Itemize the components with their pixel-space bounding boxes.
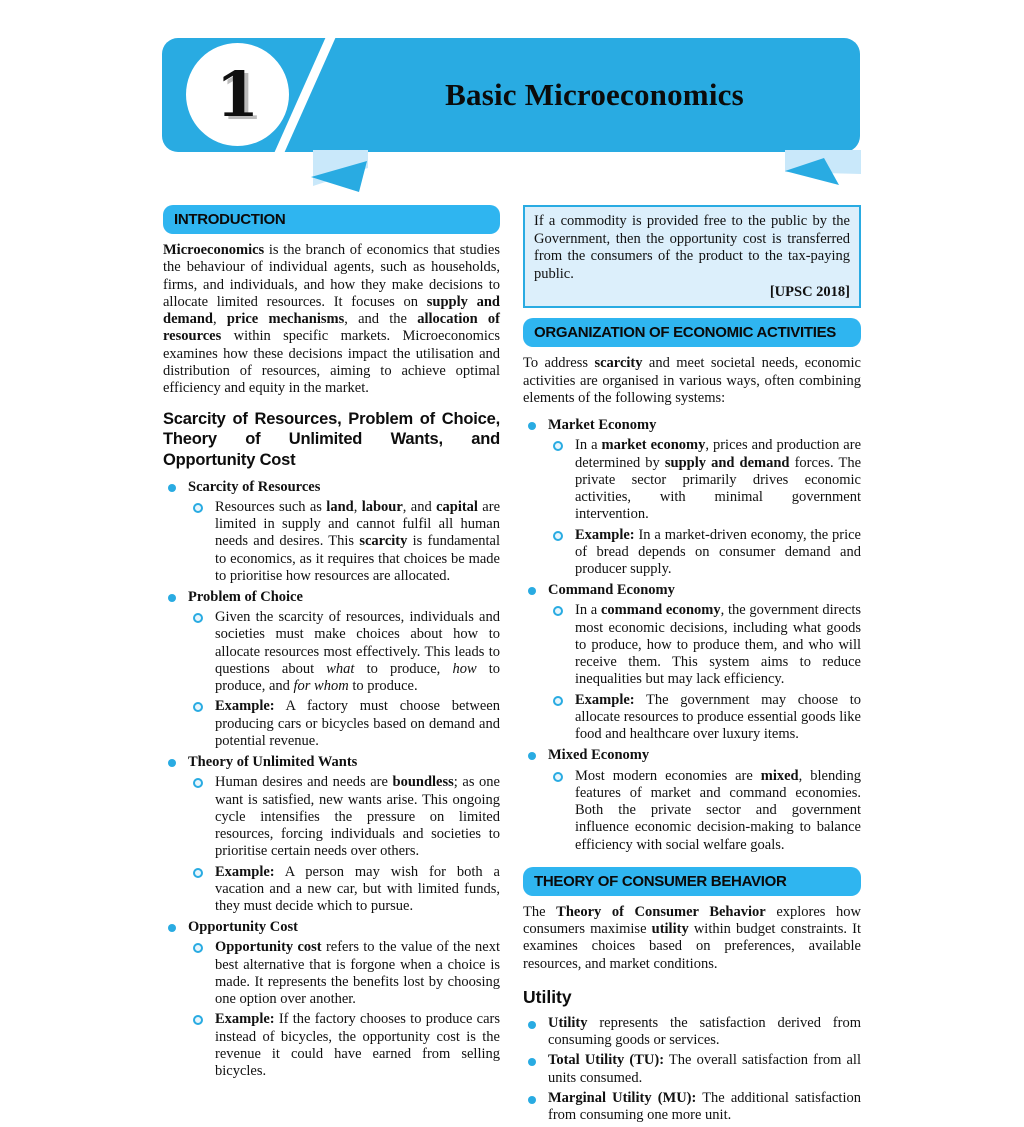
list-item-problem-of-choice xyxy=(163,588,500,606)
section-header-organization: ORGANIZATION OF ECONOMIC ACTIVITIES xyxy=(523,318,861,347)
list-item-opportunity-cost xyxy=(163,918,500,936)
chapter-banner xyxy=(162,38,860,152)
banner-title-wrap xyxy=(337,38,852,152)
list-item-marginal-utility xyxy=(523,1090,861,1125)
list-subitem-example xyxy=(523,527,861,579)
list-item-command-economy xyxy=(523,581,861,599)
list-subitem-text: Example: A person may wish for both a vacation and a new car, but with limited funds, they must decide which to pursue. xyxy=(215,863,500,914)
list-subitem-text: In a market economy, prices and production are determined by supply and demand forces. The private sector primarily drives economic activities, with minimal government intervention. xyxy=(575,437,862,523)
bullet-dot-icon xyxy=(168,594,176,602)
list-subitem-example xyxy=(163,698,500,750)
bullet-ring-icon xyxy=(193,503,203,513)
list-subitem xyxy=(523,437,861,523)
bullet-ring-icon xyxy=(193,943,203,953)
bullet-ring-icon xyxy=(553,531,563,541)
ribbon-right-dark xyxy=(785,158,839,185)
list-subitem-example xyxy=(523,692,861,744)
list-item-label: Theory of Unlimited Wants xyxy=(188,754,358,771)
list-item-label: Mixed Economy xyxy=(548,747,650,764)
list-subitem-example xyxy=(163,1011,500,1080)
bullet-dot-icon xyxy=(168,924,176,932)
consumer-behavior-intro-paragraph: The Theory of Consumer Behavior explores how consumers maximise utility within budget constraints. It examines choices based on preferences, available resources, and market conditions. xyxy=(523,903,862,972)
bullet-ring-icon xyxy=(193,778,203,788)
list-subitem-text: Example: In a market-driven economy, the price of bread depends on consumer demand and producer supply. xyxy=(575,526,861,578)
bullet-dot-icon xyxy=(528,1096,536,1104)
list-subitem-text: Opportunity cost refers to the value of the next best alternative that is forgone when a choice is made. It represents the benefits lost by choosing one option over another. xyxy=(215,939,500,1008)
list-subitem xyxy=(523,768,861,854)
list-item-text: Utility represents the satisfaction derived from consuming goods or services. xyxy=(548,1014,861,1049)
bullet-dot-icon xyxy=(528,422,536,430)
list-item-text: Marginal Utility (MU): The additional satisfaction from consuming one more unit. xyxy=(548,1089,861,1124)
list-item-scarcity xyxy=(163,478,500,496)
bullet-dot-icon xyxy=(168,759,176,767)
list-subitem xyxy=(163,609,500,695)
list-subitem xyxy=(163,774,500,860)
list-subitem-text: Given the scarcity of resources, individuals and societies must make choices about how to allocate resources most effectively. This leads to questions about what to produce, how to produce, and for whom to produce. xyxy=(215,609,501,695)
list-item-market-economy xyxy=(523,416,861,434)
section-header-introduction: INTRODUCTION xyxy=(163,205,500,234)
list-item-label: Market Economy xyxy=(548,417,657,434)
list-subitem-text: Example: The government may choose to allocate resources to produce essential goods like food and healthcare over luxury items. xyxy=(575,691,861,743)
quote-text: If a commodity is provided free to the public by the Government, then the opportunity cost is transferred from the consumers of the product to the tax-paying public. xyxy=(534,213,850,283)
utility-heading: Utility xyxy=(523,986,572,1007)
list-subitem-text: Example: If the factory chooses to produce cars instead of bicycles, the opportunity cost is the revenue it could have earned from selling bicycles. xyxy=(215,1011,500,1080)
left-column xyxy=(163,205,500,1083)
list-subitem-text: Human desires and needs are boundless; as one want is satisfied, new wants arise. This ongoing cycle intensifies the pressure on limited resources, forcing individuals and societies to prioritise certain needs over others. xyxy=(215,774,500,860)
list-item-label: Opportunity Cost xyxy=(188,919,298,936)
ribbon-left-dark xyxy=(311,161,367,192)
ribbon-right-light xyxy=(785,150,861,174)
chapter-number: 1 xyxy=(215,57,260,131)
bullet-ring-icon xyxy=(193,868,203,878)
list-item-label: Scarcity of Resources xyxy=(188,478,321,495)
list-item-unlimited-wants xyxy=(163,753,500,771)
upsc-quote-box xyxy=(523,205,861,308)
list-subitem-text: In a command economy, the government directs most economic decisions, including what goods to produce, how to produce them, and who will receive them. This system aims to reduce inequalities but may lack efficiency. xyxy=(575,602,862,688)
list-item-label: Command Economy xyxy=(548,582,675,599)
list-subitem xyxy=(163,939,500,1008)
list-subitem-text: Example: A factory must choose between producing cars or bicycles based on demand and potential revenue. xyxy=(215,698,500,749)
bullet-ring-icon xyxy=(553,696,563,706)
introduction-paragraph: Microeconomics is the branch of economics that studies the behaviour of individual agents, such as households, firms, and individuals, and how they make decisions to allocate limited resources. It focuses on supply and demand, price mechanisms, and the allocation of resources within specific markets. Microeconomics examines how these decisions impact the utilisation and distribution of resources, aiming to achieve optimal efficiency and equity in the market. xyxy=(163,242,500,396)
bullet-ring-icon xyxy=(193,613,203,623)
list-subitem-text: Resources such as land, labour, and capital are limited in supply and cannot fulfil all human needs and desires. This scarcity is fundamental to economics, as it requires that choices be made to prioritise how resources are allocated. xyxy=(215,498,501,584)
section-header-consumer-behavior: THEORY OF CONSUMER BEHAVIOR xyxy=(523,867,861,896)
list-item-utility xyxy=(523,1015,861,1050)
bullet-ring-icon xyxy=(553,606,563,616)
bullet-dot-icon xyxy=(528,587,536,595)
bullet-dot-icon xyxy=(528,752,536,760)
list-item-total-utility xyxy=(523,1052,861,1087)
subsection-heading-scarcity: Scarcity of Resources, Problem of Choice, Theory of Unlimited Wants, and Opportunity Cost xyxy=(163,410,500,469)
bullet-ring-icon xyxy=(553,772,563,782)
list-subitem xyxy=(163,499,500,585)
bullet-dot-icon xyxy=(528,1058,536,1066)
list-item-label: Problem of Choice xyxy=(188,589,303,605)
bullet-ring-icon xyxy=(553,441,563,451)
chapter-title: Basic Microeconomics xyxy=(445,77,744,112)
list-item-text: Total Utility (TU): The overall satisfaction from all units consumed. xyxy=(548,1052,861,1086)
quote-source: [UPSC 2018] xyxy=(769,283,850,300)
list-subitem xyxy=(523,602,861,688)
right-column xyxy=(523,205,861,1127)
list-subitem-example xyxy=(163,864,500,916)
bullet-ring-icon xyxy=(193,702,203,712)
chapter-number-badge xyxy=(186,43,289,146)
list-subitem-text: Most modern economies are mixed, blending features of market and command economies. Both the private sector and government influence economic decision-making to balance efficiency with social welfare goals. xyxy=(575,767,861,853)
ribbon-left-light xyxy=(313,150,368,186)
organization-intro-paragraph: To address scarcity and meet societal needs, economic activities are organised in various ways, often combining elements of the following systems: xyxy=(523,355,861,406)
bullet-dot-icon xyxy=(528,1021,536,1029)
bullet-dot-icon xyxy=(168,484,176,492)
list-item-mixed-economy xyxy=(523,746,861,764)
